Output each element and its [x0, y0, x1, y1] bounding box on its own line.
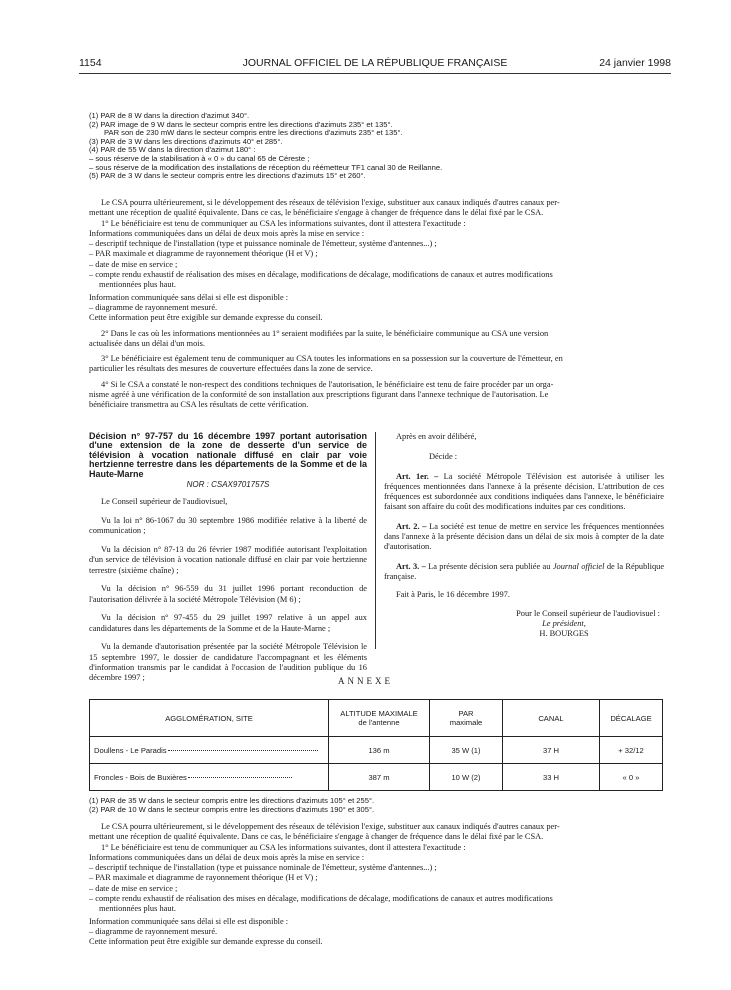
cell-par: 10 W (2)	[430, 764, 503, 791]
para-line: mettant une réception de qualité équivalente. Dans ce cas, le bénéficiaire s'engage à changer de fréquence dans le délai fixé par le CSA.	[89, 208, 544, 218]
list-item: – descriptif technique de l'installation (type et puissance nominale de l'émetteur, système d'antennes...) ;	[89, 863, 437, 873]
decision-title: Décision n° 97-757 du 16 décembre 1997 portant autorisation d'une extension de la zone de desserte d'un service de télévision à vocation nationale diffusé en clair par voie hertzienne terrestre dans les départements de la Somme et de la Haute-Marne	[89, 431, 367, 479]
cell-decalage: « 0 »	[600, 764, 663, 791]
article-3-label: Art. 3. –	[396, 561, 426, 571]
para-line: Cette information peut être exigible sur demande expresse du conseil.	[89, 313, 323, 323]
col-header-par-line1: PAR	[458, 709, 474, 718]
para-line: 4° Si le CSA a constaté le non-respect des conditions techniques de l'autorisation, le bénéficiaire est tenu de faire procéder par un orga-	[101, 379, 554, 389]
para-line: Informations communiquées dans un délai de deux mois après la mise en service :	[89, 852, 365, 862]
note-line: – sous réserve de la stabilisation à « 0 » du canal 65 de Céreste ;	[89, 153, 310, 163]
para-line: 1° Le bénéficiaire est tenu de communiquer au CSA les informations suivantes, dont il attestera l'exactitude :	[101, 842, 466, 852]
nor-reference: NOR : CSAX9701757S	[186, 480, 270, 490]
table-row	[90, 764, 663, 791]
col-header-canal: CANAL	[503, 700, 600, 737]
article-1	[384, 472, 664, 513]
page-number: 1154	[79, 57, 102, 69]
article-2-label: Art. 2. –	[396, 521, 427, 531]
list-item: – PAR maximale et diagramme de rayonnement théorique (H et V) ;	[89, 249, 318, 259]
article-1-text: La société Métropole Télévision est autorisée à utiliser les fréquences mentionnées dans l'annexe à la présente décision. L'attribution de ces fréquences est subordonnée aux conditions indiquées dans l'annexe, le bénéficiaire faisant son affaire du coût des modifications induites par ces conditions.	[384, 471, 664, 512]
conditions-text-top	[89, 198, 663, 411]
signature-place: Fait à Paris, le 16 décembre 1997.	[396, 590, 510, 600]
cell-canal: 37 H	[503, 737, 600, 764]
table-header-row	[90, 700, 663, 737]
decision-column	[89, 432, 367, 692]
article-1-label: Art. 1er. –	[396, 471, 439, 481]
table-row	[90, 737, 663, 764]
cell-city	[90, 737, 329, 764]
header-rule	[79, 73, 671, 74]
list-item: – diagramme de rayonnement mesuré.	[89, 302, 218, 312]
col-header-par-line2: maximale	[449, 718, 483, 727]
signature-name: H. BOURGES	[539, 629, 589, 639]
para-line: actualisée dans un délai d'un mois.	[89, 338, 205, 348]
visa-paragraph: Vu la loi n° 86-1067 du 30 septembre 1986 modifiée relative à la liberté de communication ;	[89, 516, 367, 536]
city-name: Doullens - Le Paradis	[94, 745, 167, 755]
para-line: 1° Le bénéficiaire est tenu de communiquer au CSA les informations suivantes, dont il attestera l'exactitude :	[101, 218, 466, 228]
cell-canal: 33 H	[503, 764, 600, 791]
col-header-altitude-line1: ALTITUDE MAXIMALE	[340, 709, 418, 718]
para-line: particulier les résultats des mesures de couverture effectuées dans la zone de service.	[89, 364, 373, 374]
note-line: (2) PAR de 10 W dans le secteur compris entre les directions d'azimuts 190° et 305°.	[89, 804, 375, 814]
column-divider	[375, 432, 376, 649]
cell-altitude: 136 m	[329, 737, 430, 764]
cell-par: 35 W (1)	[430, 737, 503, 764]
dot-leader	[188, 777, 292, 778]
para-line: Cette information peut être exigible sur demande expresse du conseil.	[89, 937, 323, 947]
list-item: – diagramme de rayonnement mesuré.	[89, 926, 218, 936]
signature-role: Le président,	[542, 618, 586, 628]
visa-paragraph: Vu la décision n° 87-13 du 26 février 1987 modifiée autorisant l'exploitation d'un service de télévision à vocation nationale diffusé en clair par voie hertzienne terrestre (sixième chaîne) ;	[89, 545, 367, 575]
list-item: – descriptif technique de l'installation (type et puissance nominale de l'émetteur, système d'antennes...) ;	[89, 239, 437, 249]
visa-paragraph: Le Conseil supérieur de l'audiovisuel,	[101, 497, 228, 507]
note-line: (4) PAR de 55 W dans la direction d'azimut 180° :	[89, 145, 256, 155]
article-2-text: La société est tenue de mettre en service les fréquences mentionnées dans l'annexe à la présente décision dans un délai de six mois à compter de la date d'autorisation.	[384, 521, 664, 552]
article-3-text: La présente décision sera publiée au	[428, 561, 551, 571]
conditions-text-bottom	[89, 822, 663, 948]
annexe-table	[89, 699, 663, 791]
annexe-title: ANNEXE	[338, 676, 393, 686]
note-line: – sous réserve de la modification des installations de réception du réémetteur TF1 canal 30 de Reillanne.	[89, 162, 443, 172]
col-header-decalage: DÉCALAGE	[600, 700, 663, 737]
signature-for: Pour le Conseil supérieur de l'audiovisuel :	[516, 608, 660, 618]
list-item: mentionnées plus haut.	[99, 280, 176, 290]
article-3	[384, 562, 664, 583]
list-item: – PAR maximale et diagramme de rayonnement théorique (H et V) ;	[89, 873, 318, 883]
col-header-par	[430, 700, 503, 737]
decision-visas	[89, 497, 367, 683]
decision-articles	[384, 432, 664, 639]
city-name: Froncles - Bois de Buxières	[94, 772, 187, 782]
note-line: (5) PAR de 3 W dans le secteur compris entre les directions d'azimuts 15° et 260°.	[89, 171, 366, 181]
decide: Décide :	[429, 452, 458, 462]
note-line: (1) PAR de 8 W dans la direction d'azimut 340°.	[89, 111, 250, 120]
deliberation: Après en avoir délibéré,	[396, 432, 477, 441]
top-notes	[89, 112, 669, 181]
note-line: (2) PAR image de 9 W dans le secteur compris entre les directions d'azimuts 235° et 135°.	[89, 119, 393, 129]
article-3-journal: Journal officiel	[552, 561, 605, 571]
col-header-city: AGGLOMÉRATION, SITE	[90, 700, 329, 737]
list-item: mentionnées plus haut.	[99, 904, 176, 914]
article-3-text-end: de la République française.	[384, 561, 665, 581]
para-line: nisme agréé à une vérification de la conformité de son installation aux prescriptions figurant dans l'annexe technique de l'autorisation. Le	[89, 390, 549, 400]
cell-city	[90, 764, 329, 791]
note-line: (3) PAR de 3 W dans les directions d'azimuts 40° et 285°.	[89, 136, 283, 146]
article-2	[384, 522, 664, 553]
visa-paragraph: Vu la demande d'autorisation présentée par la société Métropole Télévision le 15 septembre 1997, le dossier de candidature l'accompagnant et les éléments d'information transmis par le candidat à l'occasion de l'audition publique du 16 décembre 1997 ;	[89, 642, 367, 683]
para-line: mettant une réception de qualité équivalente. Dans ce cas, le bénéficiaire s'engage à changer de fréquence dans le délai fixé par le CSA.	[89, 832, 544, 842]
col-header-altitude-line2: de l'antenne	[358, 718, 400, 727]
issue-date: 24 janvier 1998	[599, 57, 671, 69]
para-line: Information communiquée sans délai si elle est disponible :	[89, 292, 289, 302]
para-line: Le CSA pourra ultérieurement, si le développement des réseaux de télévision l'exige, substituer aux canaux indiqués d'autres canaux per-	[101, 822, 560, 831]
page-header	[79, 57, 671, 71]
visa-paragraph: Vu la décision n° 97-455 du 29 juillet 1997 relative à un appel aux candidatures dans les départements de la Somme et de la Haute-Marne ;	[89, 613, 367, 633]
cell-decalage: + 32/12	[600, 737, 663, 764]
list-item: – date de mise en service ;	[89, 259, 178, 269]
list-item: – compte rendu exhaustif de réalisation des mises en décalage, modifications de décalage, modifications de canaux et autres modifications	[89, 894, 553, 904]
note-line: PAR son de 230 mW dans le secteur compris entre les directions d'azimuts 235° et 135°.	[104, 128, 403, 138]
note-line: (1) PAR de 35 W dans le secteur compris entre les directions d'azimuts 105° et 255°.	[89, 796, 375, 805]
para-line: Information communiquée sans délai si elle est disponible :	[89, 916, 289, 926]
visa-paragraph: Vu la décision n° 96-559 du 31 juillet 1996 portant reconduction de l'autorisation délivrée à la société Métropole Télévision (M 6) ;	[89, 584, 367, 604]
dot-leader	[168, 750, 318, 751]
para-line: Informations communiquées dans un délai de deux mois après la mise en service :	[89, 228, 365, 238]
cell-altitude: 387 m	[329, 764, 430, 791]
para-line: 3° Le bénéficiaire est également tenu de communiquer au CSA toutes les informations en sa possession sur la couverture de l'émetteur, en	[101, 354, 563, 364]
col-header-altitude	[329, 700, 430, 737]
para-line: bénéficiaire transmettra au CSA les résultats de cette vérification.	[89, 400, 309, 410]
list-item: – compte rendu exhaustif de réalisation des mises en décalage, modifications de décalage, modifications de canaux et autres modifications	[89, 270, 553, 280]
list-item: – date de mise en service ;	[89, 883, 178, 893]
annexe-notes	[89, 797, 669, 814]
journal-title: JOURNAL OFFICIEL DE LA RÉPUBLIQUE FRANÇAISE	[242, 57, 508, 69]
para-line: Le CSA pourra ultérieurement, si le développement des réseaux de télévision l'exige, substituer aux canaux indiqués d'autres canaux per-	[101, 198, 560, 207]
para-line: 2° Dans le cas où les informations mentionnées au 1° seraient modifiées par la suite, le bénéficiaire communique au CSA une version	[101, 328, 549, 338]
